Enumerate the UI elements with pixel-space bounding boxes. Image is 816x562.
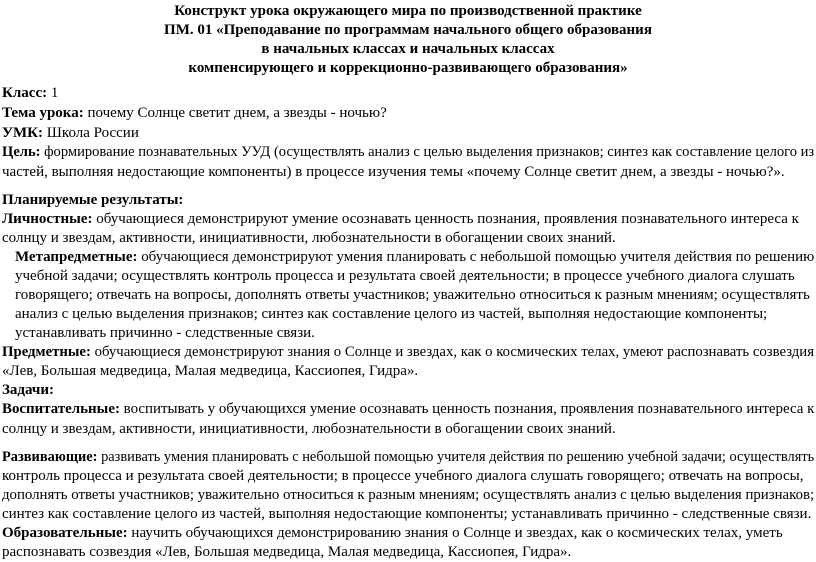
text-line: дополнять ответы участников; уважительно относиться к разным мнениям; осуществлять анализ с целью выделения признаков; <box>2 487 815 503</box>
title-line: Конструкт урока окружающего мира по производственной практике <box>174 3 642 19</box>
section-heading: Задачи: <box>2 382 55 398</box>
text-line: Воспитательные: воспитывать у обучающихся умение осознавать ценность познания, проявления познавательного интереса к <box>2 401 815 417</box>
text-line: Метапредметные: обучающиеся демонстрируют умения планировать с небольшой помощью учителя действия по решению <box>15 249 815 265</box>
text-line: солнцу и звездам, активности, инициативности, любознательности в обогащении своих знаний. <box>2 421 616 437</box>
title-line: ПМ. 01 «Преподавание по программам начального общего образования <box>164 22 652 38</box>
text-line: УМК: Школа России <box>2 125 139 141</box>
text-line: Предметные: обучающиеся демонстрируют знания о Солнце и звездах, как о космических телах, умеют распознавать созвездия <box>2 344 814 360</box>
text-line: синтез как составление целого из частей, выполняя недостающие компоненты; устанавливать причинно - следственные связи. <box>2 506 812 522</box>
text-line: говорящего; отвечать на вопросы, дополнять ответы участников; уважительно относиться к разным мнениям; осуществлять <box>15 287 810 303</box>
title-line: в начальных классах и начальных классах <box>261 41 555 57</box>
text-line: Развивающие: развивать умения планировать с небольшой помощью учителя действия по решению учебной задачи; осуществлять <box>2 449 815 465</box>
text-line: Класс: 1 <box>2 85 59 101</box>
text-line: частей, выполняя недостающие компоненты) в процессе изучения темы «почему Солнце светит днем, а звезды - ночью?». <box>2 164 785 180</box>
text-line: анализ с целью выделения признаков; синтез как составление целого из частей, выполняя недостающие компоненты; <box>15 306 768 322</box>
text-line: «Лев, Большая медведица, Малая медведица, Кассиопея, Гидра». <box>2 363 419 379</box>
text-line: устанавливать причинно - следственные связи. <box>15 325 315 341</box>
text-line: Цель: формирование познавательных УУД (осуществлять анализ с целью выделения признаков; синтез как составление целого из <box>2 144 815 160</box>
text-line: распознавать созвездия «Лев, Большая медведица, Малая медведица, Кассиопея, Гидра». <box>2 544 572 560</box>
text-line: Образовательные: научить обучающихся демонстрированию знания о Солнце и звездах, как о космических телах, уметь <box>2 525 783 541</box>
title-line: компенсирующего и коррекционно-развивающего образования» <box>188 60 628 76</box>
text-line: учебной задачи; осуществлять контроль процесса и результата своей деятельности; в процессе учебного диалога слушать <box>15 268 795 284</box>
text-line: Тема урока: почему Солнце светит днем, а звезды - ночью? <box>2 105 387 121</box>
text-line: контроль процесса и результата своей деятельности; в процессе учебного диалога слушать говорящего; отвечать на вопросы, <box>2 468 804 484</box>
section-heading: Планируемые результаты: <box>2 192 184 208</box>
text-line: Личностные: обучающиеся демонстрируют умение осознавать ценность познания, проявления познавательного интереса к <box>2 211 799 227</box>
text-line: солнцу и звездам, активности, инициативности, любознательности в обогащении своих знаний. <box>2 230 616 246</box>
